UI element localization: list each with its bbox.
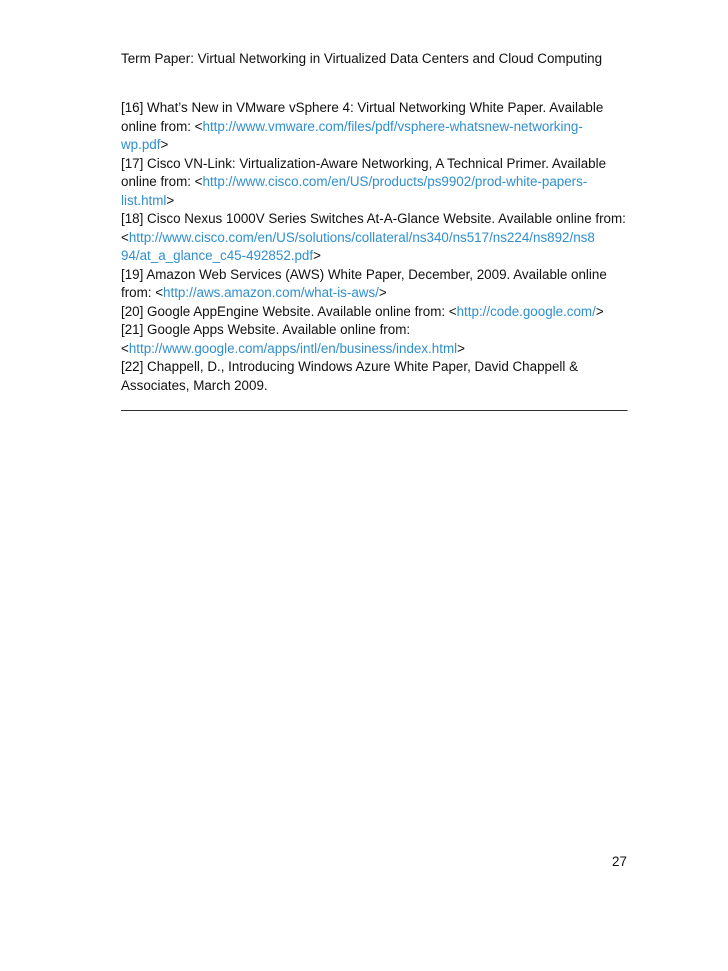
reference-line: <http://www.cisco.com/en/US/solutions/collateral/ns340/ns517/ns224/ns892/ns8 [121, 229, 595, 245]
reference-line: [19] Amazon Web Services (AWS) White Paper, December, 2009. Available online [121, 266, 607, 282]
reference-link[interactable]: http://aws.amazon.com/what-is-aws/ [163, 285, 379, 300]
reference-line: Associates, March 2009. [121, 377, 268, 393]
reference-line: 94/at_a_glance_c45-492852.pdf> [121, 248, 321, 263]
reference-line: wp.pdf> [121, 137, 169, 152]
reference-link[interactable]: 94/at_a_glance_c45-492852.pdf [121, 248, 314, 263]
reference-link[interactable]: http://www.cisco.com/en/US/solutions/collateral/ns340/ns517/ns224/ns892/ns8 [128, 229, 595, 245]
reference-line: [21] Google Apps Website. Available online from: [121, 322, 411, 337]
reference-line: [22] Chappell, D., Introducing Windows Azure White Paper, David Chappell & [121, 359, 579, 374]
reference-link[interactable]: http://code.google.com/ [456, 303, 596, 319]
reference-line: [17] Cisco VN-Link: Virtualization-Aware Networking, A Technical Primer. Available [121, 155, 607, 171]
reference-line: online from: <http://www.vmware.com/files/pdf/vsphere-whatsnew-networking- [121, 118, 583, 134]
reference-link[interactable]: wp.pdf [121, 137, 161, 152]
reference-line: [20] Google AppEngine Website. Available online from: <http://code.google.com/> [121, 303, 604, 319]
reference-link[interactable]: list.html [121, 192, 167, 208]
reference-line: online from: <http://www.cisco.com/en/US/products/ps9902/prod-white-papers- [121, 174, 588, 189]
reference-link[interactable]: http://www.cisco.com/en/US/products/ps9902/prod-white-papers- [202, 174, 588, 189]
page-number: 27 [612, 854, 627, 869]
reference-line: list.html> [121, 192, 175, 208]
reference-link[interactable]: http://www.google.com/apps/intl/en/business/index.html [128, 340, 458, 356]
reference-line: [18] Cisco Nexus 1000V Series Switches At-A-Glance Website. Available online from: [121, 211, 626, 226]
reference-list [121, 99, 633, 414]
divider-line: ____________________________________________________________________ [121, 396, 628, 411]
reference-line: [16] What’s New in VMware vSphere 4: Virtual Networking White Paper. Available [121, 100, 604, 115]
reference-line: <http://www.google.com/apps/intl/en/business/index.html> [121, 340, 465, 356]
reference-link[interactable]: http://www.vmware.com/files/pdf/vsphere-whatsnew-networking- [202, 118, 583, 134]
reference-line: from: <http://aws.amazon.com/what-is-aws/> [121, 285, 387, 300]
running-header: Term Paper: Virtual Networking in Virtualized Data Centers and Cloud Computing [121, 51, 603, 66]
